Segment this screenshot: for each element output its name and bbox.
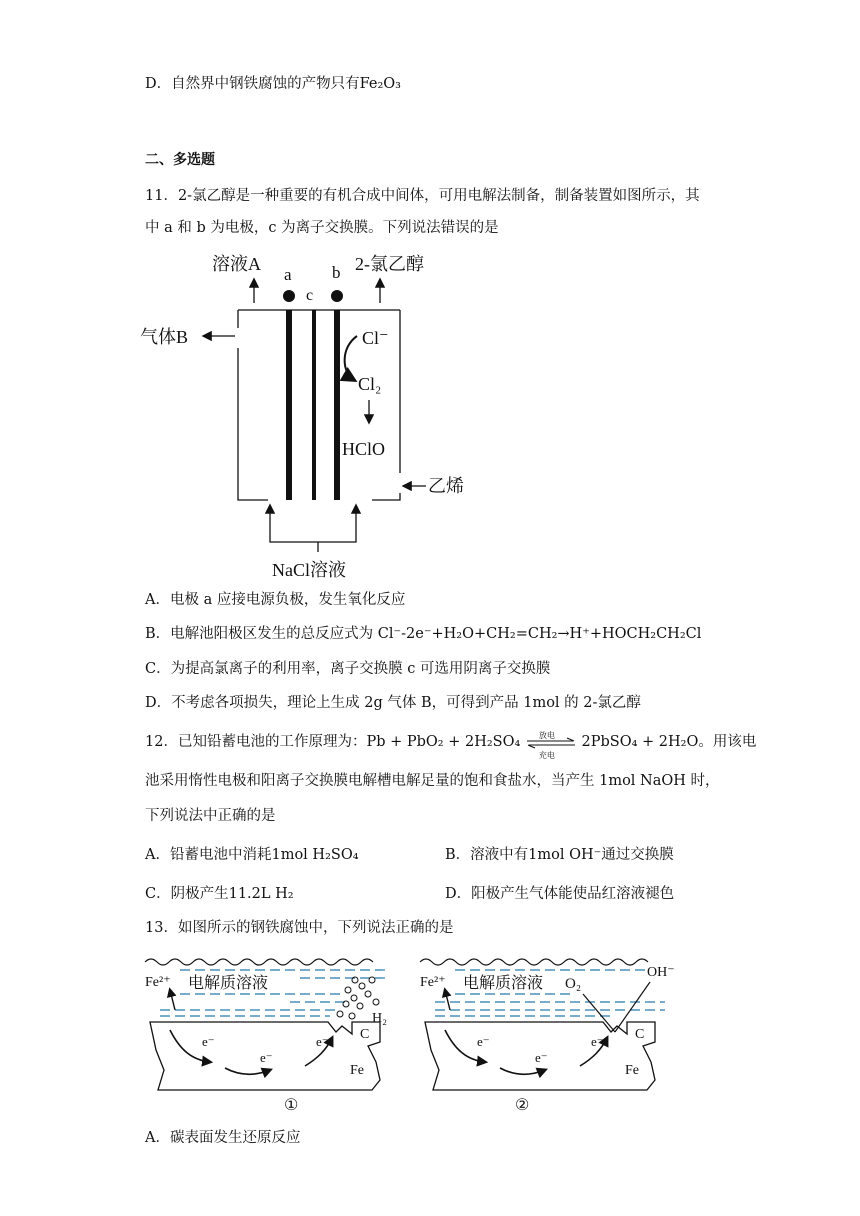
- fig2-o2: O₂: [565, 976, 582, 992]
- q12-option-c: C．阴极产生11.2L H₂: [145, 886, 294, 902]
- label-product: 2-氯乙醇: [355, 254, 424, 274]
- q11-stem-line2: 中 a 和 b 为电极，c 为离子交换膜。下列说法错误的是: [145, 220, 499, 236]
- fig1-e1: e⁻: [202, 1034, 215, 1049]
- label-electrode-a: a: [284, 265, 292, 284]
- fig1-h2: H₂: [372, 1011, 387, 1026]
- q12-option-b: B．溶液中有1mol OH⁻通过交换膜: [445, 847, 674, 863]
- q12-arrow-bottom: 充电: [538, 751, 555, 760]
- q11-option-b: B．电解池阳极区发生的总反应式为 Cl⁻-2e⁻+H₂O+CH₂=CH₂→H⁺+HOCH₂CH₂Cl: [145, 626, 702, 642]
- label-hclo: HClO: [342, 439, 386, 459]
- label-solution-a: 溶液A: [212, 254, 261, 274]
- fig2-fe: Fe: [625, 1063, 639, 1078]
- q12-stem-prefix: 12．已知铅蓄电池的工作原理为：: [145, 734, 367, 750]
- fig2-fe2: Fe²⁺: [420, 975, 446, 990]
- q11-option-d: D．不考虑各项损失，理论上生成 2g 气体 B，可得到产品 1mol 的 2-氯乙醇: [145, 695, 641, 711]
- fig2-label: ②: [515, 1097, 530, 1114]
- fig1-e2: e⁻: [260, 1050, 273, 1065]
- q12-reversible-arrow: [525, 731, 577, 760]
- fig2-electrolyte: 电解质溶液: [463, 975, 544, 992]
- q13-option-a: A．碳表面发生还原反应: [145, 1130, 301, 1146]
- label-nacl: NaCl溶液: [272, 560, 346, 580]
- q13-figure-1: [140, 950, 390, 1120]
- fig2-e2: e⁻: [535, 1050, 548, 1065]
- q12-stem-suffix: 。用该电: [698, 734, 757, 750]
- fig1-fe2: Fe²⁺: [145, 975, 171, 990]
- q12-stem-line3: 下列说法中正确的是: [145, 808, 276, 824]
- label-gas-b: 气体B: [140, 327, 189, 347]
- label-cl2: Cl₂: [358, 374, 382, 394]
- prev-option-d: D．自然界中钢铁腐蚀的产物只有Fe₂O₃: [145, 76, 401, 92]
- q12-stem-line1: [145, 731, 757, 760]
- q11-option-c: C．为提高氯离子的利用率，离子交换膜 c 可选用阴离子交换膜: [145, 661, 551, 677]
- fig1-e3: e⁻: [316, 1034, 329, 1049]
- fig2-e3: e⁻: [591, 1034, 604, 1049]
- q11-electrolysis-diagram: [140, 248, 500, 588]
- q12-stem-line2: 池采用惰性电极和阳离子交换膜电解槽电解足量的饱和食盐水，当产生 1mol NaOH 时，: [145, 773, 720, 789]
- label-ethylene: 乙烯: [428, 476, 464, 496]
- fig2-oh: OH⁻: [647, 965, 675, 980]
- q12-option-d: D．阳极产生气体能使品红溶液褪色: [445, 886, 675, 902]
- q11-option-a: A．电极 a 应接电源负极，发生氧化反应: [145, 592, 406, 608]
- q12-arrow-top: 放电: [538, 731, 555, 740]
- q11-stem-line1: 11．2-氯乙醇是一种重要的有机合成中间体，可用电解法制备，制备装置如图所示，其: [145, 188, 700, 204]
- fig2-e1: e⁻: [477, 1034, 490, 1049]
- fig1-electrolyte: 电解质溶液: [188, 975, 269, 992]
- label-membrane-c: c: [306, 287, 314, 304]
- section-heading: 二、多选题: [145, 152, 215, 168]
- fig2-c: C: [635, 1027, 645, 1042]
- fig1-c: C: [360, 1027, 370, 1042]
- q13-figure-2: [415, 950, 675, 1120]
- q12-eq-right: 2PbSO₄ + 2H₂O: [581, 734, 699, 750]
- q13-stem: 13．如图所示的钢铁腐蚀中，下列说法正确的是: [145, 920, 454, 936]
- q12-eq-left: Pb + PbO₂ + 2H₂SO₄: [366, 734, 521, 750]
- label-electrode-b: b: [332, 263, 341, 282]
- label-cl-minus: Cl⁻: [362, 328, 389, 348]
- q12-option-a: A．铅蓄电池中消耗1mol H₂SO₄: [145, 847, 359, 863]
- fig1-fe: Fe: [350, 1063, 364, 1078]
- fig1-label: ①: [284, 1097, 299, 1114]
